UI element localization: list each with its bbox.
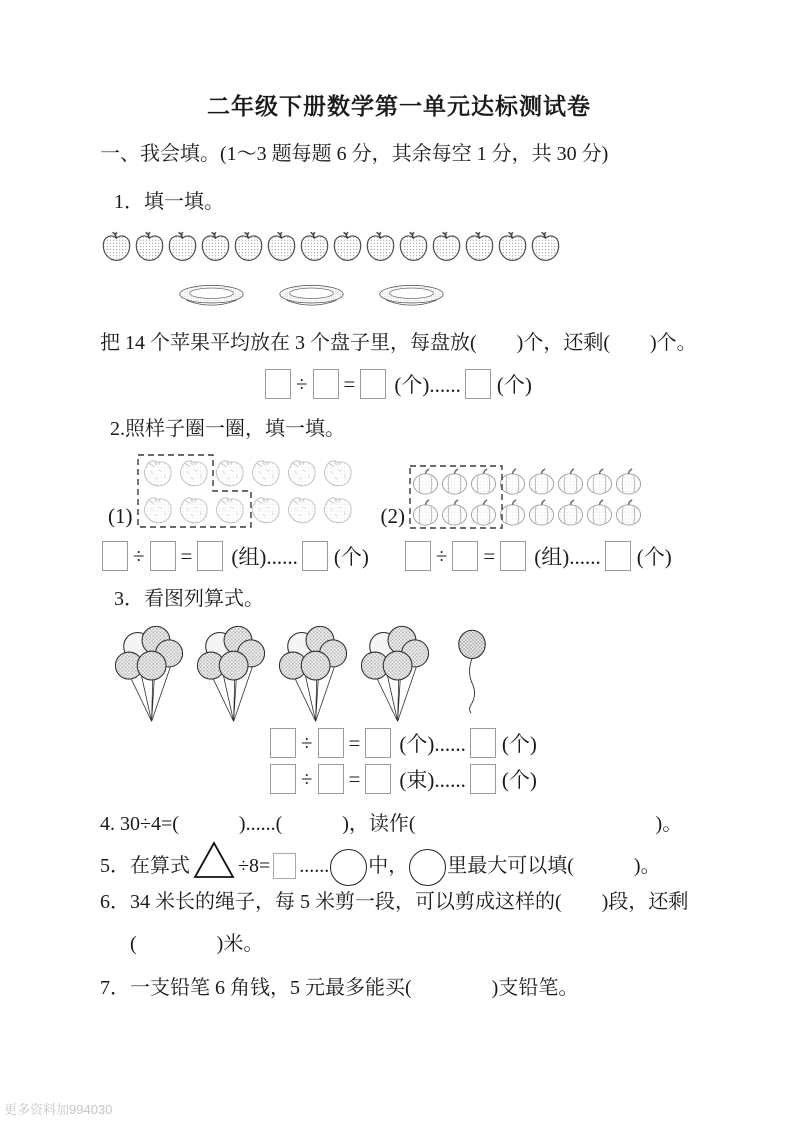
answer-box (102, 541, 128, 571)
unit-label: (组)...... (534, 545, 601, 569)
unit-label: (组)...... (231, 545, 298, 569)
unit-label: (个)...... (394, 373, 461, 397)
question-1-label: 1．填一填。 (114, 191, 224, 213)
pumpkin-icon (527, 466, 556, 497)
answer-box (318, 764, 344, 794)
question-6-line1: 6．34 米长的绳子，每 5 米剪一段，可以剪成这样的( )段，还剩 (100, 891, 689, 913)
apples-row (100, 230, 698, 263)
pumpkin-icon (527, 497, 556, 528)
page-title: 二年级下册数学第一单元达标测试卷 (207, 93, 591, 119)
equation-q2-1 (102, 541, 373, 571)
answer-box (150, 541, 176, 571)
answer-box (302, 541, 328, 571)
answer-box (270, 728, 296, 758)
plate-icon (178, 279, 245, 313)
pumpkin-part (381, 463, 644, 531)
berry-icon (211, 454, 247, 491)
bunch-icon (361, 617, 429, 729)
answer-box (365, 764, 391, 794)
part-1-label: (1) (108, 504, 133, 528)
section-heading: 一、我会填。(1～3 题每题 6 分，其余每空 1 分，共 30 分) (100, 143, 609, 165)
berry-icon (175, 454, 211, 491)
question-1-prompt: 把 14 个苹果平均放在 3 个盘子里，每盘放( )个，还剩( )个。 (100, 332, 697, 354)
pumpkin-icon (556, 466, 585, 497)
pumpkin-icon (411, 497, 440, 528)
circle-shape (409, 849, 446, 886)
small-square-box (273, 853, 296, 879)
question-2-equations (102, 541, 698, 571)
pumpkin-icon (585, 497, 614, 528)
question-4: 4. 30÷4=( )......( )，读作( )。 (100, 813, 683, 835)
berry-icon (319, 491, 355, 528)
pumpkin-grid (407, 463, 643, 531)
pumpkin-icon (585, 466, 614, 497)
q5-text: ÷8= (238, 855, 271, 877)
apple-icon (100, 230, 133, 263)
question-5 (100, 840, 698, 880)
divide-sign: ÷ (133, 543, 145, 568)
berry-icon (175, 491, 211, 528)
divide-sign: ÷ (435, 543, 448, 568)
apple-icon (364, 230, 397, 263)
apple-icon (331, 230, 364, 263)
berry-icon (319, 454, 355, 491)
equation-q3-1 (270, 728, 698, 758)
bunch-icon (197, 617, 265, 729)
bunch-icon (115, 617, 183, 729)
answer-box (365, 728, 391, 758)
question-3-label: 3．看图列算式。 (114, 588, 264, 610)
pumpkin-icon (440, 497, 469, 528)
q5-text: ...... (299, 855, 330, 877)
equation-q3-2 (270, 764, 698, 794)
pumpkin-row (411, 466, 643, 497)
answer-box (605, 541, 631, 571)
unit-label: (个)...... (399, 732, 466, 756)
answer-box (265, 369, 291, 399)
answer-box (313, 369, 339, 399)
equals-sign: = (348, 766, 361, 791)
answer-box (405, 541, 431, 571)
balloon1-icon (457, 625, 487, 729)
pumpkin-icon (469, 497, 498, 528)
answer-box (470, 728, 496, 758)
apple-icon (496, 230, 529, 263)
apple-icon (232, 230, 265, 263)
unit-label: (束)...... (399, 768, 466, 792)
pumpkin-icon (440, 466, 469, 497)
pumpkin-icon (556, 497, 585, 528)
equation-q1 (265, 369, 698, 399)
unit-label: (个) (636, 545, 672, 569)
berry-icon (283, 454, 319, 491)
answer-box (197, 541, 223, 571)
apple-icon (199, 230, 232, 263)
apple-icon (529, 230, 562, 263)
apple-icon (397, 230, 430, 263)
apple-icon (463, 230, 496, 263)
answer-box (470, 764, 496, 794)
question-2-label: 2.照样子圈一圈，填一填。 (110, 418, 345, 440)
question-7: 7．一支铅笔 6 角钱，5 元最多能买( )支铅笔。 (100, 977, 579, 999)
pumpkin-icon (614, 497, 643, 528)
pumpkin-row (411, 497, 643, 528)
bunch-icon (279, 617, 347, 729)
answer-box (465, 369, 491, 399)
answer-box (318, 728, 344, 758)
answer-box (452, 541, 478, 571)
berry-icon (283, 491, 319, 528)
equals-sign: = (483, 543, 496, 568)
plate-icon (278, 279, 345, 313)
apple-icon (133, 230, 166, 263)
equals-sign: = (348, 730, 361, 755)
pumpkin-icon (614, 466, 643, 497)
divide-sign: ÷ (296, 371, 308, 396)
berry-icon (247, 454, 283, 491)
q5-text: 里最大可以填( )。 (447, 855, 661, 877)
part-2-label: (2) (380, 504, 405, 528)
berry-icon (247, 491, 283, 528)
berry-icon (139, 491, 175, 528)
single-balloon (457, 625, 487, 734)
question-2-figures (108, 451, 698, 531)
q5-text: 中， (368, 855, 409, 877)
triangle-shape (192, 840, 236, 880)
pumpkin-icon (411, 466, 440, 497)
divide-sign: ÷ (301, 730, 313, 755)
strawberry-row (139, 491, 355, 528)
q5-text: 5．在算式 (100, 855, 190, 877)
equals-sign: = (180, 543, 193, 568)
unit-label: (个) (501, 732, 537, 756)
pumpkin-icon (498, 466, 527, 497)
question-3-figures (115, 617, 698, 734)
answer-box (270, 764, 296, 794)
circle-shape (330, 849, 367, 886)
equation-q2-2 (405, 541, 676, 571)
answer-box (360, 369, 386, 399)
unit-label: (个) (501, 768, 537, 792)
pumpkin-icon (498, 497, 527, 528)
strawberry-row (139, 454, 355, 491)
answer-box (500, 541, 526, 571)
pumpkin-icon (469, 466, 498, 497)
divide-sign: ÷ (301, 766, 313, 791)
balloon-bunches (115, 617, 429, 729)
apple-icon (298, 230, 331, 263)
question-6-line2: ( )米。 (130, 933, 264, 955)
plate-icon (378, 279, 445, 313)
berry-icon (139, 454, 175, 491)
unit-label: (个) (333, 545, 369, 569)
strawberry-grid (135, 451, 355, 531)
apple-icon (430, 230, 463, 263)
watermark: 更多资料加994030 (4, 1102, 113, 1117)
apple-icon (166, 230, 199, 263)
equals-sign: = (343, 371, 356, 396)
unit-label: (个) (496, 373, 532, 397)
plates-row (178, 279, 698, 313)
berry-icon (211, 491, 247, 528)
strawberry-part (108, 451, 355, 531)
apple-icon (265, 230, 298, 263)
